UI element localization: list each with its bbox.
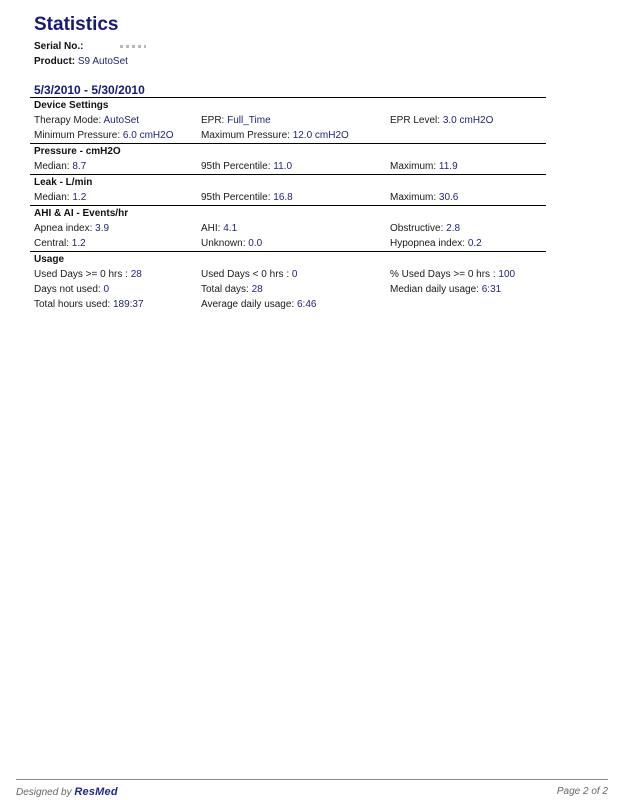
leak-heading: Leak - L/min <box>34 177 93 188</box>
product-label: Product: <box>34 56 76 67</box>
table-row <box>30 236 546 251</box>
table-row <box>30 128 546 143</box>
table-row <box>30 190 546 205</box>
page-number: Page 2 of 2 <box>556 786 608 797</box>
hypopnea-index: Hypopnea index: 0.2 <box>390 238 482 249</box>
table-row <box>30 221 546 236</box>
designed-by-text: Designed by <box>16 787 72 798</box>
maximum-pressure: Maximum Pressure: 12.0 cmH2O <box>201 130 349 141</box>
unknown: Unknown: 0.0 <box>201 238 263 249</box>
product-row <box>34 56 128 67</box>
leak-median: Median: 1.2 <box>34 192 87 203</box>
ahi-value: AHI: 4.1 <box>201 223 238 234</box>
usage-heading: Usage <box>34 254 65 265</box>
total-hours-used: Total hours used: 189:37 <box>34 299 144 310</box>
statistics-report <box>30 97 546 312</box>
average-daily-usage: Average daily usage: 6:46 <box>201 299 317 310</box>
leak-95th: 95th Percentile: 16.8 <box>201 192 293 203</box>
used-days-ge0: Used Days >= 0 hrs : 28 <box>34 269 142 280</box>
epr-level: EPR Level: 3.0 cmH2O <box>390 115 494 126</box>
used-days-lt0: Used Days < 0 hrs : 0 <box>201 269 298 280</box>
percent-used-days: % Used Days >= 0 hrs : 100 <box>390 269 516 280</box>
page-footer <box>16 779 608 798</box>
brand-logo: ResMed <box>74 786 118 798</box>
total-days: Total days: 28 <box>201 284 263 295</box>
table-row <box>30 159 546 174</box>
leak-maximum: Maximum: 30.6 <box>390 192 459 203</box>
minimum-pressure: Minimum Pressure: 6.0 cmH2O <box>34 130 174 141</box>
days-not-used: Days not used: 0 <box>34 284 110 295</box>
pressure-95th: 95th Percentile: 11.0 <box>201 161 293 172</box>
table-row <box>30 113 546 128</box>
apnea-index: Apnea index: 3.9 <box>34 223 110 234</box>
central: Central: 1.2 <box>34 238 86 249</box>
page-title: Statistics <box>34 14 119 35</box>
ahi-heading: AHI & AI - Events/hr <box>34 208 129 219</box>
report-period: 5/3/2010 - 5/30/2010 <box>34 83 145 97</box>
table-row <box>30 282 546 297</box>
epr: EPR: Full_Time <box>201 115 271 126</box>
median-daily-usage: Median daily usage: 6:31 <box>390 284 502 295</box>
table-row <box>30 267 546 282</box>
obstructive: Obstructive: 2.8 <box>390 223 461 234</box>
pressure-median: Median: 8.7 <box>34 161 87 172</box>
device-settings-heading: Device Settings <box>34 100 109 111</box>
pressure-heading: Pressure - cmH2O <box>34 146 121 157</box>
redacted-mark <box>120 45 146 48</box>
pressure-maximum: Maximum: 11.9 <box>390 161 458 172</box>
serial-label: Serial No.: <box>34 41 84 52</box>
table-row <box>30 297 546 312</box>
serial-row <box>34 41 146 52</box>
product-value: S9 AutoSet <box>77 56 128 67</box>
therapy-mode: Therapy Mode: AutoSet <box>34 115 140 126</box>
